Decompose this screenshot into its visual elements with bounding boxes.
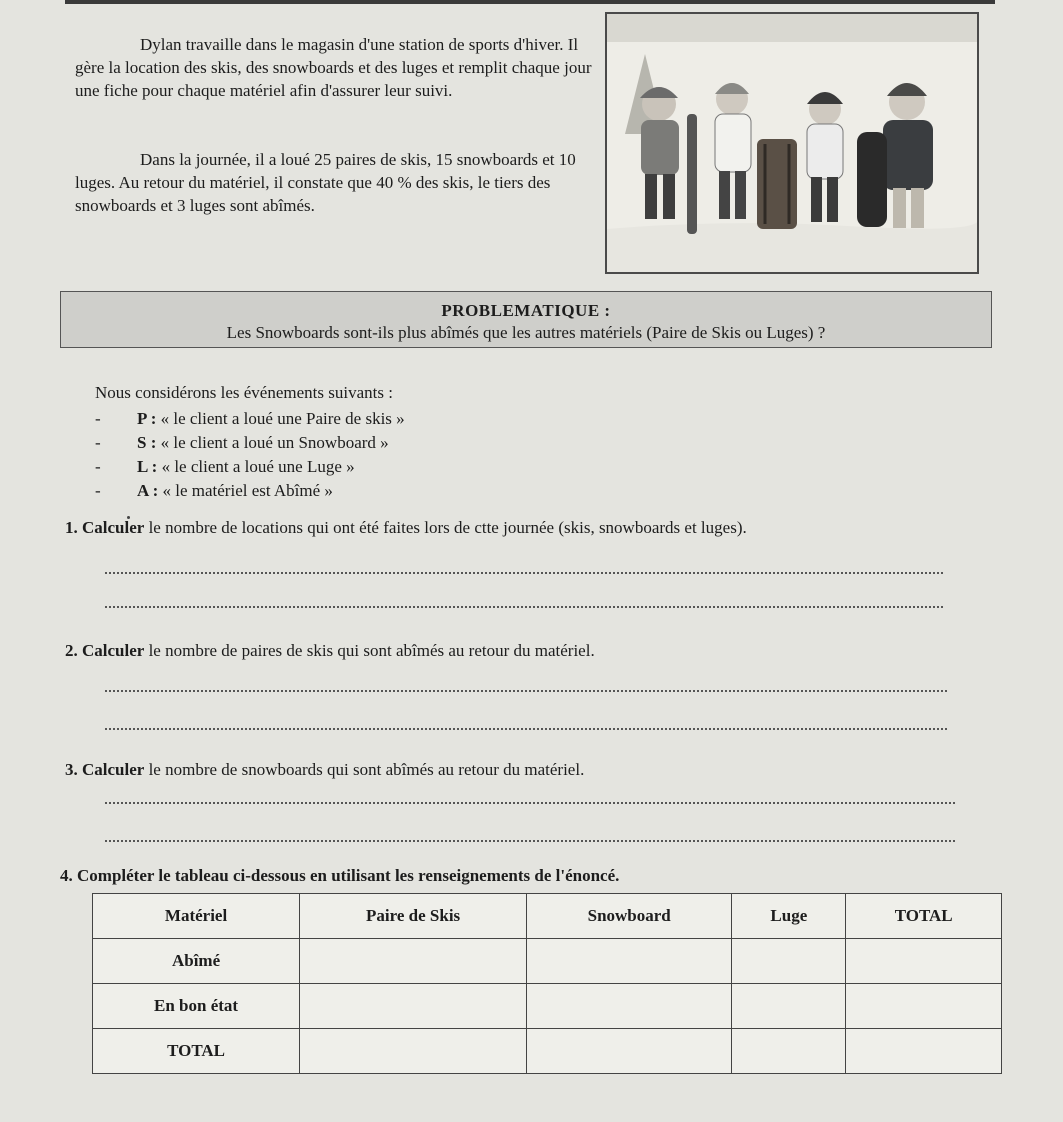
event-item-l: - L : « le client a loué une Luge »: [95, 457, 355, 476]
materiel-table: [92, 893, 1002, 1074]
header-materiel: Matériel: [93, 894, 300, 939]
event-item-s: - S : « le client a loué un Snowboard »: [95, 433, 389, 452]
table-row: [93, 984, 1002, 1029]
events-intro: Nous considérons les événements suivants :: [95, 383, 393, 402]
question-2: 2. Calculer le nombre de paires de skis qui sont abîmés au retour du matériel.: [65, 641, 595, 660]
events-list: [95, 407, 405, 503]
table-header-row: [93, 894, 1002, 939]
event-item-p: - P : « le client a loué une Paire de skis »: [95, 409, 405, 428]
problematique-heading: PROBLEMATIQUE :: [441, 301, 611, 320]
table-cell[interactable]: [846, 939, 1002, 984]
page-top-edge: [65, 0, 995, 4]
events-section: [95, 383, 405, 503]
table-cell[interactable]: [527, 939, 732, 984]
answer-line-2b[interactable]: [105, 728, 947, 730]
answer-line-1b[interactable]: [105, 606, 943, 608]
table-cell[interactable]: [527, 984, 732, 1029]
children-skiers-illustration: [605, 12, 979, 274]
event-item-a: - A : « le matériel est Abîmé »: [95, 481, 333, 500]
question-3: 3. Calculer le nombre de snowboards qui sont abîmés au retour du matériel.: [65, 760, 585, 779]
table-cell[interactable]: [300, 939, 527, 984]
answer-line-2a[interactable]: [105, 690, 947, 692]
row-label-abime: Abîmé: [93, 939, 300, 984]
answer-line-3b[interactable]: [105, 840, 955, 842]
intro-paragraph-2: Dans la journée, il a loué 25 paires de skis, 15 snowboards et 10 luges. Au retour du matériel, il constate que 40 % des skis, le tiers des snowboards et 3 luges sont abîmés.: [75, 150, 576, 215]
table-cell[interactable]: [732, 939, 846, 984]
header-paire-de-skis: Paire de Skis: [300, 894, 527, 939]
question-4: 4. Compléter le tableau ci-dessous en utilisant les renseignements de l'énoncé.: [60, 866, 620, 885]
header-snowboard: Snowboard: [527, 894, 732, 939]
table-cell[interactable]: [846, 1029, 1002, 1074]
table-cell[interactable]: [527, 1029, 732, 1074]
illustration-drawing: [607, 14, 977, 272]
answer-line-1a[interactable]: [105, 572, 943, 574]
question-1: 1. Calculer le nombre de locations qui ont été faites lors de ctte journée (skis, snowboards et luges).: [65, 518, 747, 537]
row-label-total: TOTAL: [93, 1029, 300, 1074]
table-cell[interactable]: [300, 984, 527, 1029]
row-label-en-bon-etat: En bon état: [93, 984, 300, 1029]
table-cell[interactable]: [846, 984, 1002, 1029]
problematique-box: [60, 291, 992, 348]
header-total: TOTAL: [846, 894, 1002, 939]
table-cell[interactable]: [732, 1029, 846, 1074]
table-row: [93, 1029, 1002, 1074]
answer-line-3a[interactable]: [105, 802, 955, 804]
table-cell[interactable]: [732, 984, 846, 1029]
header-luge: Luge: [732, 894, 846, 939]
intro-paragraph-1: Dylan travaille dans le magasin d'une station de sports d'hiver. Il gère la location des skis, des snowboards et des luges et remplit chaque jour une fiche pour chaque matériel afin d'assurer leur suivi.: [75, 35, 592, 100]
table-cell[interactable]: [300, 1029, 527, 1074]
problematique-question: Les Snowboards sont-ils plus abîmés que les autres matériels (Paire de Skis ou Luges) ?: [226, 323, 826, 342]
table-row: [93, 939, 1002, 984]
